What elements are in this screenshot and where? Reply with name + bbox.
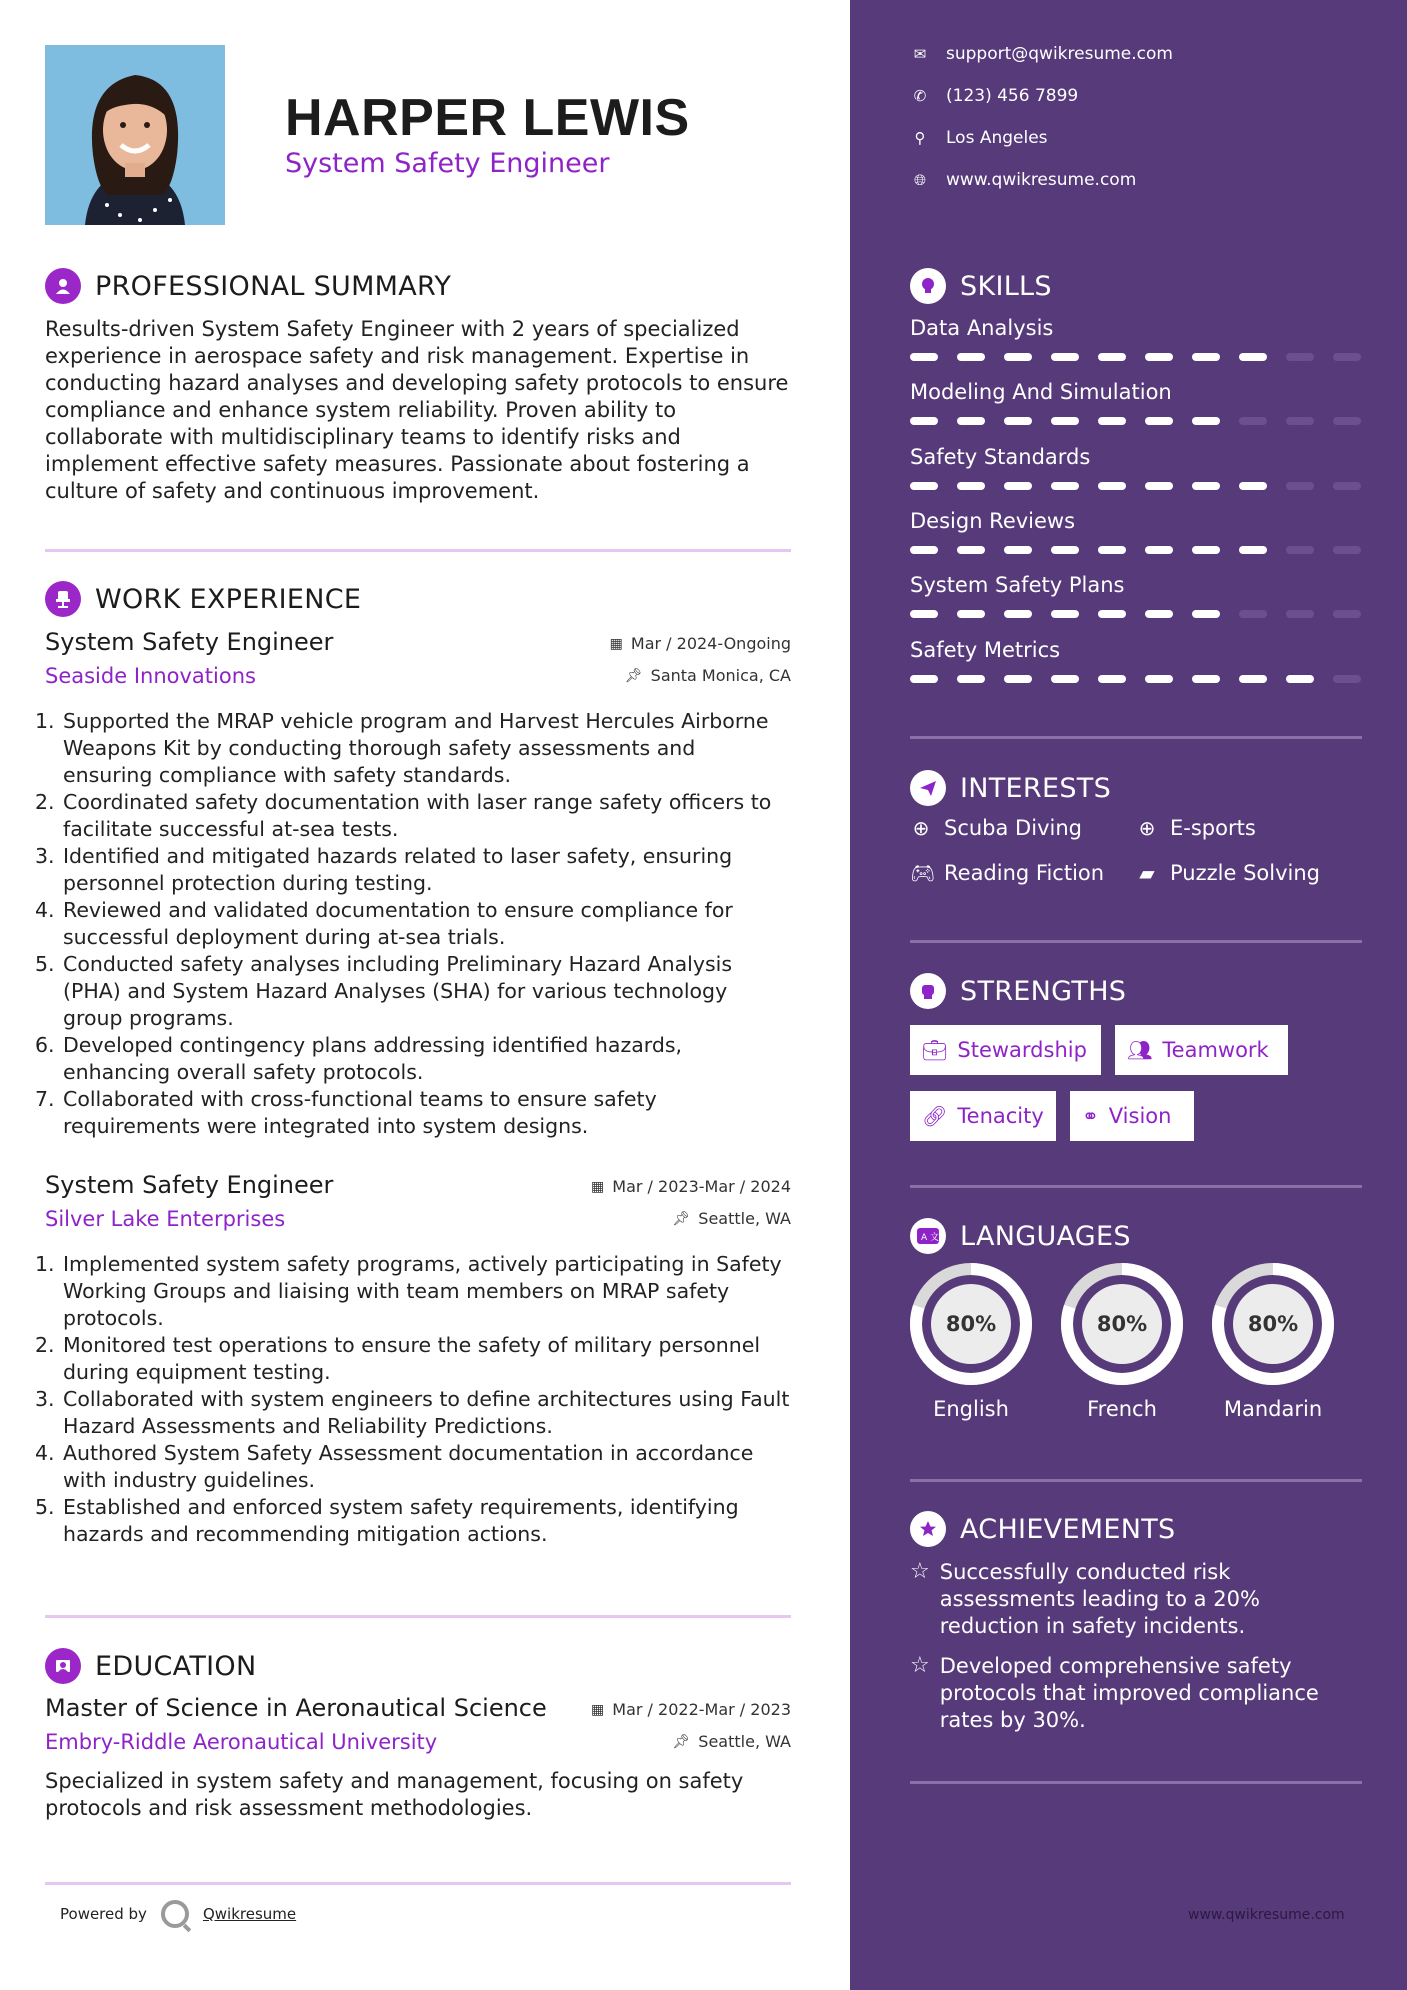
section-divider — [45, 549, 791, 552]
contact-email-text[interactable]: support@qwikresume.com — [946, 44, 1173, 64]
skill-segment — [1239, 482, 1267, 490]
life-ring-icon: ⊕ — [912, 816, 930, 840]
job-entry — [35, 628, 791, 1148]
skill-name: System Safety Plans — [910, 573, 1125, 597]
skill-segment — [910, 546, 938, 554]
interest-item — [1136, 816, 1256, 840]
sidebar — [850, 0, 1407, 1990]
pin-icon: 📌︎ — [624, 667, 643, 684]
list-item: 5. Established and enforced system safety requirements, identifying hazards and recommending mitigation actions. — [35, 1495, 739, 1546]
skill-item — [910, 509, 1362, 554]
skill-segment — [1192, 482, 1220, 490]
strength-label: Tenacity — [957, 1104, 1044, 1128]
language-icon — [910, 1218, 946, 1254]
language-name: English — [933, 1397, 1009, 1421]
skill-segment — [1004, 675, 1032, 683]
contact-location — [910, 128, 1048, 148]
skill-segment — [1004, 353, 1032, 361]
interest-item — [910, 816, 1082, 840]
section-title: LANGUAGES — [960, 1220, 1131, 1252]
candidate-role: System Safety Engineer — [285, 148, 610, 179]
pin-icon: 📌︎ — [672, 1210, 691, 1227]
lightbulb-icon — [910, 268, 946, 304]
skill-segment — [1145, 675, 1173, 683]
job-title: System Safety Engineer — [45, 628, 334, 656]
strength-label: Teamwork — [1162, 1038, 1269, 1062]
globe-icon: 🌐︎ — [913, 171, 926, 189]
calendar-icon: ▦ — [591, 1701, 605, 1718]
skill-item — [910, 380, 1362, 425]
skill-name: Design Reviews — [910, 509, 1076, 533]
binoculars-icon: ⚭ — [1082, 1104, 1099, 1128]
svg-text:文: 文 — [930, 1233, 939, 1243]
skill-segment — [1145, 353, 1173, 361]
skill-name: Modeling And Simulation — [910, 380, 1172, 404]
list-item: 5. Conducted safety analyses including Preliminary Hazard Analysis (PHA) and System Hazard Analyses (SHA) for various technology group programs. — [35, 952, 733, 1030]
section-divider — [910, 940, 1362, 943]
job-date-text: Mar / 2024-Ongoing — [630, 634, 791, 653]
skill-segment — [1098, 417, 1126, 425]
contact-email — [910, 44, 1173, 64]
briefcase-icon: 💼︎ — [922, 1038, 948, 1062]
skill-segment — [1286, 417, 1314, 425]
job-bullets — [35, 1251, 791, 1548]
skill-segment — [1098, 482, 1126, 490]
skill-level-bar — [910, 482, 1362, 490]
skill-segment — [1051, 610, 1079, 618]
star-icon: ☆ — [910, 1559, 930, 1584]
skill-level-bar — [910, 546, 1362, 554]
job-date — [591, 1177, 791, 1196]
degree-title: Master of Science in Aeronautical Science — [45, 1694, 547, 1722]
skill-segment — [1004, 610, 1032, 618]
education-location — [673, 1732, 791, 1751]
skill-segment — [1239, 417, 1267, 425]
skill-segment — [957, 417, 985, 425]
calendar-icon: ▦ — [591, 1178, 605, 1195]
section-title: PROFESSIONAL SUMMARY — [95, 270, 452, 302]
skill-level-bar — [910, 353, 1362, 361]
svg-text:A: A — [921, 1233, 928, 1243]
skill-segment — [1051, 546, 1079, 554]
book-icon: ▰ — [1139, 861, 1155, 885]
skill-name: Data Analysis — [910, 316, 1054, 340]
user-circle-icon — [45, 268, 81, 304]
skill-segment — [1145, 482, 1173, 490]
skill-segment — [1051, 675, 1079, 683]
language-item — [1061, 1263, 1183, 1421]
list-item: 2. Coordinated safety documentation with laser range safety officers to facilitate successful at-sea tests. — [35, 790, 772, 841]
achievement-text: Successfully conducted risk assessments leading to a 20% reduction in safety incidents. — [939, 1560, 1260, 1638]
skill-segment — [1239, 546, 1267, 554]
contact-website — [910, 170, 1136, 190]
education-date-text: Mar / 2022-Mar / 2023 — [612, 1700, 791, 1719]
achievement-item — [910, 1653, 1362, 1734]
skill-segment — [1051, 417, 1079, 425]
fist-icon — [910, 973, 946, 1009]
strength-badge — [910, 1091, 1056, 1141]
skill-segment — [957, 482, 985, 490]
interest-label: E-sports — [1170, 816, 1256, 840]
job-location-text: Seattle, WA — [698, 1209, 791, 1228]
job-date-text: Mar / 2023-Mar / 2024 — [612, 1177, 791, 1196]
skill-segment — [1286, 546, 1314, 554]
skill-segment — [1333, 675, 1361, 683]
skill-segment — [910, 482, 938, 490]
language-name: Mandarin — [1223, 1397, 1323, 1421]
section-divider — [910, 736, 1362, 739]
skill-segment — [1286, 610, 1314, 618]
life-ring-icon: ⊕ — [1138, 816, 1156, 840]
skill-item — [910, 316, 1362, 361]
skills-heading — [910, 268, 1052, 304]
skill-segment — [1145, 610, 1173, 618]
skill-segment — [1192, 610, 1220, 618]
interest-item — [910, 861, 1104, 885]
skill-segment — [1333, 610, 1361, 618]
powered-by-label: Powered by — [60, 1905, 147, 1923]
phone-icon: ✆ — [913, 87, 927, 105]
language-percent: 80% — [1247, 1312, 1299, 1336]
contact-location-text: Los Angeles — [946, 128, 1048, 148]
skill-item — [910, 573, 1362, 618]
section-divider — [910, 1479, 1362, 1482]
star-icon: ☆ — [910, 1653, 930, 1678]
job-date — [610, 634, 791, 653]
job-location — [625, 666, 791, 685]
skill-segment — [957, 675, 985, 683]
skill-segment — [1004, 546, 1032, 554]
skill-segment — [957, 610, 985, 618]
users-icon: 👥︎ — [1127, 1038, 1153, 1062]
language-item — [910, 1263, 1032, 1421]
strength-label: Stewardship — [957, 1038, 1087, 1062]
skill-item — [910, 638, 1362, 683]
section-title: EDUCATION — [95, 1650, 257, 1682]
skill-segment — [1098, 546, 1126, 554]
section-title: INTERESTS — [960, 772, 1112, 804]
summary-text: Results-driven System Safety Engineer with 2 years of specialized experience in aerospace safety and risk management. Expertise in conducting hazard analyses and developing safety protocols to ensure compliance and enhance system reliability. Proven ability to collaborate with multidisciplinary teams to identify risks and implement effective safety measures. Passionate about fostering a culture of safety and continuous improvement. — [45, 317, 789, 503]
skill-level-bar — [910, 675, 1362, 683]
strength-label: Vision — [1108, 1104, 1172, 1128]
strength-badge — [1070, 1091, 1194, 1141]
skill-segment — [1192, 675, 1220, 683]
section-divider — [910, 1781, 1362, 1784]
interest-item — [1136, 861, 1320, 885]
skill-segment — [1333, 417, 1361, 425]
achievement-text: Developed comprehensive safety protocols that improved compliance rates by 30%. — [939, 1654, 1319, 1732]
language-percent: 80% — [1096, 1312, 1148, 1336]
skill-level-bar — [910, 417, 1362, 425]
brand-link[interactable]: Qwikresume — [202, 1905, 297, 1923]
education-entry — [45, 1694, 791, 1764]
achievement-item — [910, 1559, 1362, 1640]
section-title: ACHIEVEMENTS — [960, 1513, 1176, 1545]
office-chair-icon — [45, 581, 81, 617]
list-item: 2. Monitored test operations to ensure the safety of military personnel during equipment testing. — [35, 1333, 761, 1384]
achievements-heading — [910, 1511, 1176, 1547]
skill-segment — [910, 353, 938, 361]
language-ring — [910, 1263, 1032, 1385]
skill-segment — [1239, 610, 1267, 618]
experience-heading — [45, 581, 361, 617]
skill-segment — [1192, 353, 1220, 361]
job-location-text: Santa Monica, CA — [650, 666, 791, 685]
pin-icon: 📌︎ — [672, 1733, 691, 1750]
language-ring — [1212, 1263, 1334, 1385]
languages-heading — [910, 1218, 1131, 1254]
skill-segment — [1098, 353, 1126, 361]
language-percent: 80% — [945, 1312, 997, 1336]
skill-segment — [1145, 546, 1173, 554]
list-item: 4. Reviewed and validated documentation to ensure compliance for successful deployment during at-sea trials. — [35, 898, 733, 949]
section-title: STRENGTHS — [960, 975, 1127, 1007]
skill-segment — [1051, 353, 1079, 361]
list-item: 3. Identified and mitigated hazards related to laser safety, ensuring personnel protection during testing. — [35, 844, 733, 895]
link-icon: 🔗︎ — [922, 1104, 948, 1128]
contact-website-text[interactable]: www.qwikresume.com — [946, 170, 1137, 190]
envelope-icon: ✉ — [913, 45, 927, 63]
interests-heading — [910, 770, 1111, 806]
section-title: SKILLS — [960, 270, 1052, 302]
skill-segment — [1333, 482, 1361, 490]
graduate-icon — [45, 1648, 81, 1684]
skill-segment — [910, 417, 938, 425]
job-bullets — [35, 708, 791, 1140]
star-badge-icon — [910, 1511, 946, 1547]
skill-segment — [1098, 610, 1126, 618]
powered-by — [60, 1900, 296, 1928]
skill-segment — [910, 610, 938, 618]
section-divider — [45, 1615, 791, 1618]
skill-segment — [1286, 353, 1314, 361]
contact-phone — [910, 86, 1078, 106]
candidate-name: HARPER LEWIS — [285, 89, 690, 147]
gamepad-icon: 🎮︎ — [910, 861, 936, 885]
skill-item — [910, 445, 1362, 490]
education-heading — [45, 1648, 256, 1684]
skill-segment — [1004, 417, 1032, 425]
calendar-icon: ▦ — [609, 635, 623, 652]
section-divider — [910, 1185, 1362, 1188]
list-item: 1. Supported the MRAP vehicle program and Harvest Hercules Airborne Weapons Kit by conducting thorough safety assessments and ensuring compliance with safety standards. — [35, 709, 769, 787]
job-company: Seaside Innovations — [45, 664, 256, 688]
paper-plane-icon — [910, 770, 946, 806]
section-divider — [45, 1882, 791, 1885]
interest-label: Scuba Diving — [944, 816, 1082, 840]
skill-segment — [1145, 417, 1173, 425]
job-location — [673, 1209, 791, 1228]
education-date — [591, 1700, 791, 1719]
language-name: French — [1087, 1397, 1157, 1421]
skill-segment — [910, 675, 938, 683]
skill-segment — [1239, 353, 1267, 361]
list-item: 3. Collaborated with system engineers to define architectures using Fault Hazard Assessments and Reliability Predictions. — [35, 1387, 790, 1438]
list-item: 1. Implemented system safety programs, actively participating in Safety Working Groups and liaising with team members on MRAP safety protocols. — [35, 1252, 782, 1330]
interest-label: Reading Fiction — [944, 861, 1105, 885]
job-company: Silver Lake Enterprises — [45, 1207, 286, 1231]
footer-site[interactable]: www.qwikresume.com — [1188, 1907, 1345, 1923]
map-marker-icon: ⚲ — [914, 129, 926, 147]
language-ring — [1061, 1263, 1183, 1385]
language-item — [1212, 1263, 1334, 1421]
skill-segment — [957, 546, 985, 554]
skill-segment — [1098, 675, 1126, 683]
education-description: Specialized in system safety and management, focusing on safety protocols and risk assessment methodologies. — [45, 1769, 744, 1820]
skill-level-bar — [910, 610, 1362, 618]
skill-segment — [1333, 353, 1361, 361]
skill-segment — [1192, 546, 1220, 554]
skill-name: Safety Standards — [910, 445, 1091, 469]
strength-badge — [1115, 1025, 1288, 1075]
interest-label: Puzzle Solving — [1170, 861, 1320, 885]
strength-badge — [910, 1025, 1101, 1075]
skill-segment — [1051, 482, 1079, 490]
qwikresume-logo-icon — [161, 1900, 189, 1928]
skill-name: Safety Metrics — [910, 638, 1061, 662]
job-entry — [35, 1171, 791, 1551]
summary-heading — [45, 268, 451, 304]
section-title: WORK EXPERIENCE — [95, 583, 362, 615]
skill-segment — [1286, 482, 1314, 490]
skill-segment — [1286, 675, 1314, 683]
list-item: 4. Authored System Safety Assessment documentation in accordance with industry guidelines. — [35, 1441, 754, 1492]
contact-phone-text: (123) 456 7899 — [946, 86, 1079, 106]
skill-segment — [1192, 417, 1220, 425]
skill-segment — [1239, 675, 1267, 683]
skill-segment — [957, 353, 985, 361]
school-name: Embry-Riddle Aeronautical University — [45, 1730, 438, 1754]
skill-segment — [1004, 482, 1032, 490]
education-location-text: Seattle, WA — [698, 1732, 791, 1751]
skill-segment — [1333, 546, 1361, 554]
strengths-heading — [910, 973, 1126, 1009]
job-title: System Safety Engineer — [45, 1171, 334, 1199]
list-item: 7. Collaborated with cross-functional teams to ensure safety requirements were integrated into system designs. — [35, 1087, 657, 1138]
list-item: 6. Developed contingency plans addressing identified hazards, enhancing overall safety protocols. — [35, 1033, 683, 1084]
profile-photo — [45, 45, 225, 225]
